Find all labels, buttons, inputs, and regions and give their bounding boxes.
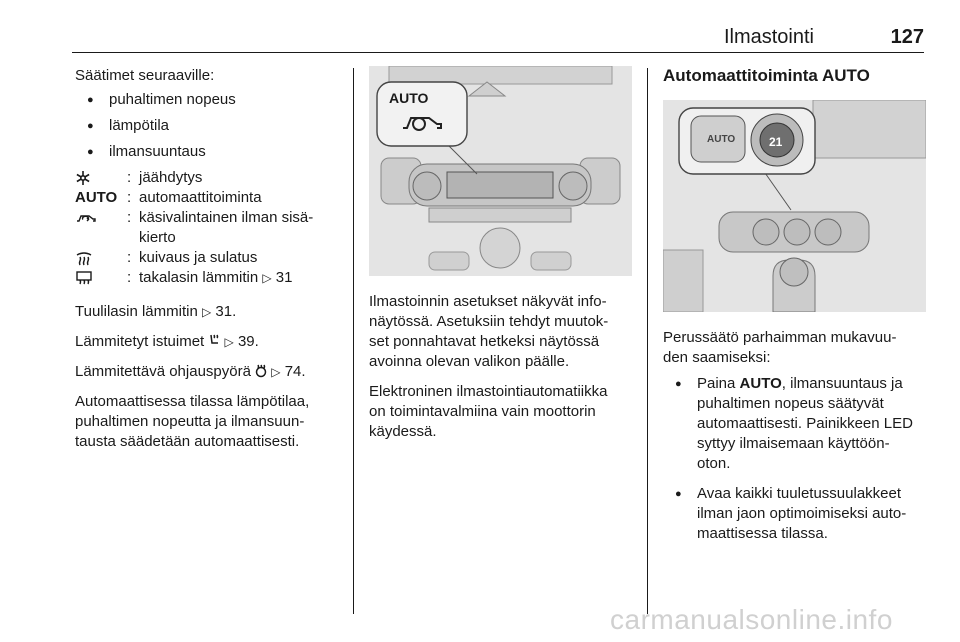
paragraph: Lämmitettävä ohjauspyörä ▷ 74. [75, 363, 306, 380]
figure-auto-label: AUTO [707, 134, 736, 145]
watermark: carmanualsonline.info [610, 604, 893, 635]
column-middle [369, 66, 634, 452]
section-heading: Automaattitoiminta AUTO [663, 66, 870, 85]
controls-list [75, 90, 340, 162]
auto-key: AUTO [75, 189, 118, 206]
controls-intro: Säätimet seuraaville: [75, 67, 215, 84]
page-title: Ilmastointi [723, 26, 814, 48]
paragraph: Perussäätö parhaimman mukavuu- den saamiseksi: [663, 329, 897, 366]
rear-window-heater-icon [75, 268, 127, 288]
header-rule [72, 52, 924, 53]
symbol-desc: automaattitoiminta [139, 189, 262, 206]
symbol-legend: : jäähdytys AUTO : automaattitoiminta : käsivalintainen ilman sisä- kierto : kuivaus ja sulatus : takalasin lämmitin ▷ 31 [75, 168, 340, 288]
list-item: ● puhaltimen nopeus [75, 90, 340, 110]
paragraph: Tuulilasin lämmitin ▷ 31. [75, 303, 237, 320]
figure-auto-label: AUTO [389, 90, 429, 106]
symbol-desc: jäähdytys [139, 169, 203, 186]
temperature-display: 21 [769, 135, 783, 149]
snowflake-icon [75, 168, 127, 188]
list-item: ● lämpötila [75, 116, 340, 136]
paragraph: Ilmastoinnin asetukset näkyvät info- näytössä. Asetuksiin tehdyt muutok- set ponnahtavat hetkeksi näytössä avoinna olevan valikon päälle. [369, 293, 609, 370]
paragraph: Lämmitetyt istuimet ▷ 39. [75, 333, 259, 350]
symbol-desc: käsivalintainen ilman sisä- kierto [139, 209, 314, 246]
list-item: ● Avaa kaikki tuuletussuulakkeet ilman jaon optimoimiseksi auto- maattisessa tilassa. [663, 484, 928, 544]
column-left [75, 66, 340, 462]
steps-list [663, 374, 928, 544]
symbol-desc: takalasin lämmitin ▷ 31 [139, 269, 293, 286]
column-divider [647, 68, 648, 614]
paragraph: Automaattisessa tilassa lämpötilaa, puhaltimen nopeutta ja ilmansuun- tausta säädetään automaattisesti. [75, 393, 310, 450]
symbol-desc: kuivaus ja sulatus [139, 249, 258, 266]
column-right [663, 66, 928, 550]
column-divider [353, 68, 354, 614]
climate-panel-illustration [369, 66, 632, 276]
auto-button-illustration [663, 100, 926, 312]
defrost-icon [75, 248, 127, 268]
page-number: 127 [890, 26, 924, 48]
heated-seat-icon [208, 334, 220, 348]
list-item: ● Paina AUTO, ilmansuuntaus ja puhaltimen nopeus säätyvät automaattisesti. Painikkeen LED syttyy ilmaisemaan käyttöön- oton. [663, 374, 928, 474]
list-item: ● ilmansuuntaus [75, 142, 340, 162]
page-header [72, 22, 924, 52]
paragraph: Elektroninen ilmastointiautomatiikka on toimintavalmiina vain moottorin käydessä. [369, 383, 608, 440]
heated-steering-wheel-icon [255, 364, 267, 378]
recirculation-icon [75, 208, 127, 248]
